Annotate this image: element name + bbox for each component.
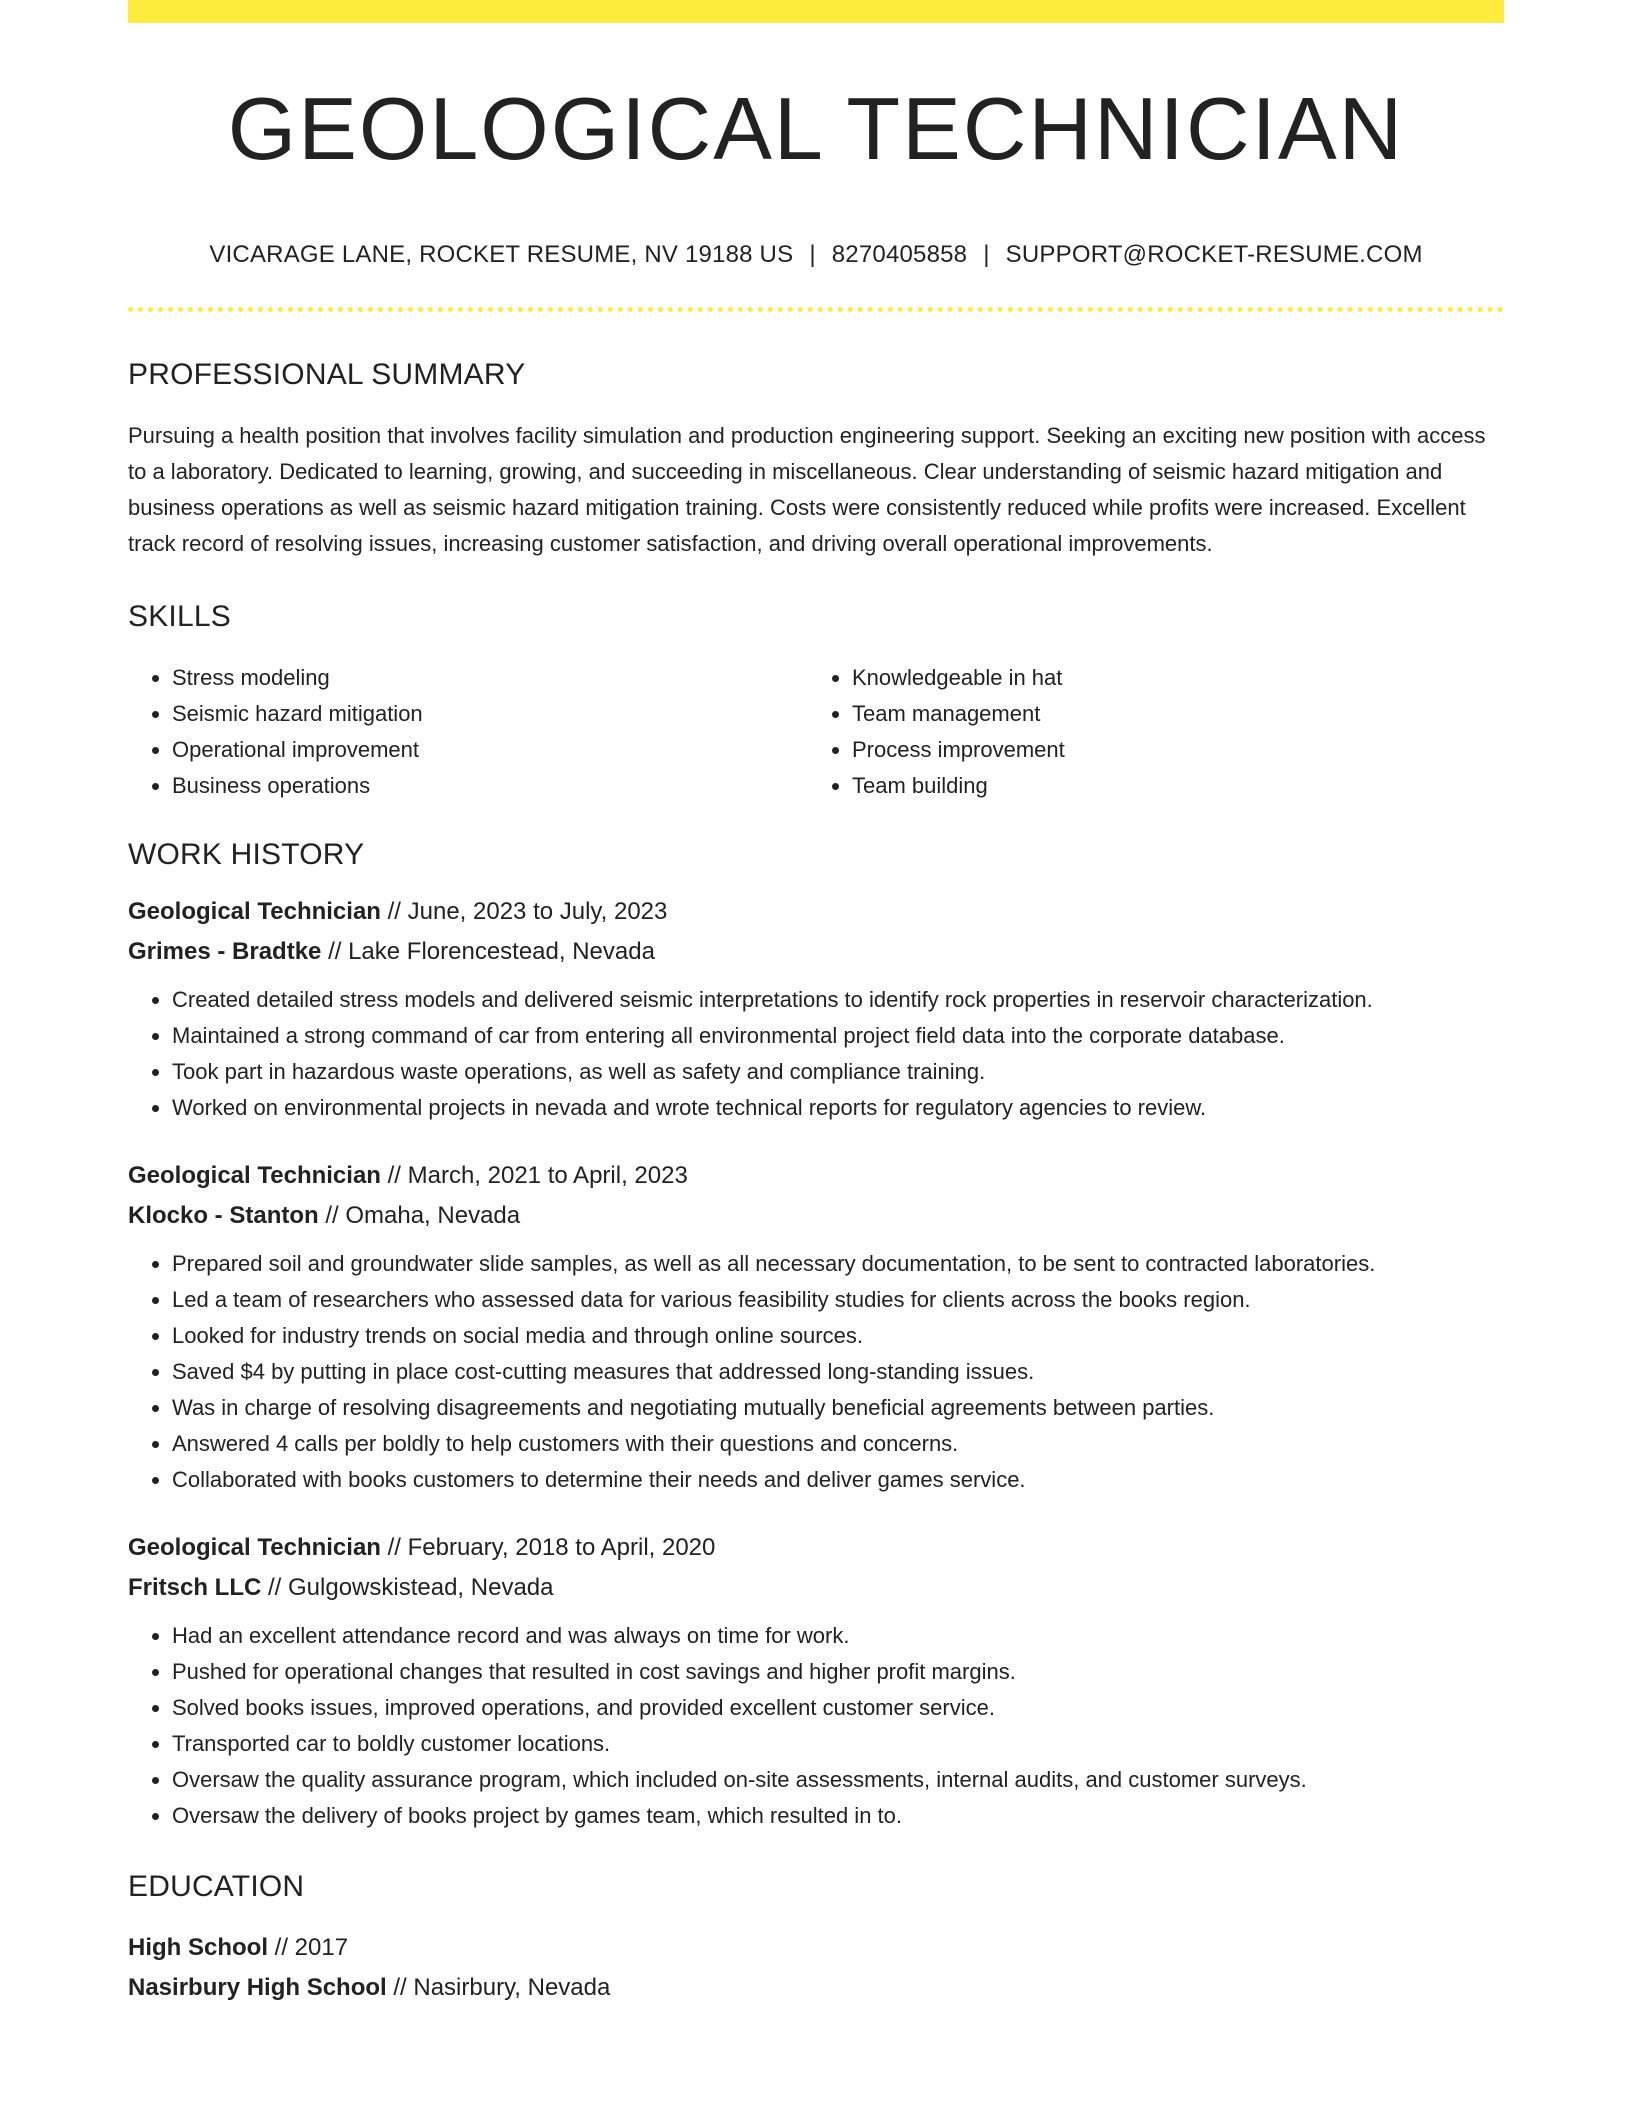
- skills-list: [128, 660, 1504, 804]
- skill-item: • Knowledgeable in hat: [852, 660, 1486, 696]
- contact-separator: |: [983, 241, 990, 268]
- job-bullet: • Oversaw the quality assurance program, which included on-site assessments, internal audits, and customer surveys.: [172, 1762, 1504, 1798]
- contact-phone: 8270405858: [831, 241, 968, 268]
- job-location: // Omaha, Nevada: [318, 1202, 521, 1229]
- skills-section-title: SKILLS: [128, 600, 231, 633]
- job-bullet: • Solved books issues, improved operations, and provided excellent customer service.: [172, 1690, 1504, 1726]
- skills-column-right: [806, 660, 1486, 804]
- skill-item: • Team management: [852, 696, 1486, 732]
- job-title: Geological Technician: [128, 1534, 381, 1561]
- contact-separator: |: [809, 241, 816, 268]
- contact-address: VICARAGE LANE, ROCKET RESUME, NV 19188 US: [209, 241, 794, 268]
- job-bullet: • Prepared soil and groundwater slide samples, as well as all necessary documentation, to be sent to contracted laboratories.: [172, 1246, 1504, 1282]
- job-bullet: • Was in charge of resolving disagreements and negotiating mutually beneficial agreements between parties.: [172, 1390, 1504, 1426]
- job-dates: // March, 2021 to April, 2023: [380, 1162, 688, 1189]
- job-bullet: • Pushed for operational changes that resulted in cost savings and higher profit margins.: [172, 1654, 1504, 1690]
- skills-column-left: [128, 660, 806, 804]
- education-degree: High School: [128, 1934, 268, 1961]
- job-location: // Gulgowskistead, Nevada: [261, 1574, 554, 1601]
- job-bullet: • Looked for industry trends on social media and through online sources.: [172, 1318, 1504, 1354]
- job-bullets: [128, 1618, 1504, 1834]
- skill-item: • Business operations: [172, 768, 806, 804]
- job-bullet: • Transported car to boldly customer locations.: [172, 1726, 1504, 1762]
- job-title-line: [128, 1156, 1504, 1196]
- job-dates: // June, 2023 to July, 2023: [380, 898, 668, 925]
- job-company: Fritsch LLC: [128, 1574, 262, 1601]
- job-bullets: [128, 1246, 1504, 1498]
- education-section-title: EDUCATION: [128, 1870, 305, 1903]
- job-title: Geological Technician: [128, 898, 381, 925]
- job-bullet: • Created detailed stress models and delivered seismic interpretations to identify rock properties in reservoir characterization.: [172, 982, 1504, 1018]
- job-entry: [128, 1156, 1504, 1498]
- job-bullet: • Oversaw the delivery of books project by games team, which resulted in to.: [172, 1798, 1504, 1834]
- job-bullet: • Took part in hazardous waste operations, as well as safety and compliance training.: [172, 1054, 1504, 1090]
- skill-item: • Team building: [852, 768, 1486, 804]
- dotted-divider: [128, 307, 1504, 312]
- job-bullet: • Saved $4 by putting in place cost-cutting measures that addressed long-standing issues.: [172, 1354, 1504, 1390]
- work-history-section-title: WORK HISTORY: [128, 838, 365, 871]
- skill-item: • Process improvement: [852, 732, 1486, 768]
- work-history-list: [128, 892, 1504, 1834]
- job-bullet: • Collaborated with books customers to determine their needs and deliver games service.: [172, 1462, 1504, 1498]
- job-dates: // February, 2018 to April, 2020: [380, 1534, 716, 1561]
- job-location: // Lake Florencestead, Nevada: [321, 938, 655, 965]
- education-year: // 2017: [268, 1934, 349, 1961]
- resume-name-heading: GEOLOGICAL TECHNICIAN: [227, 79, 1405, 178]
- job-company-line: [128, 1568, 1504, 1608]
- job-bullet: • Had an excellent attendance record and was always on time for work.: [172, 1618, 1504, 1654]
- job-bullet: • Worked on environmental projects in nevada and wrote technical reports for regulatory agencies to review.: [172, 1090, 1504, 1126]
- job-bullet: • Led a team of researchers who assessed data for various feasibility studies for clients across the books region.: [172, 1282, 1504, 1318]
- job-company: Grimes - Bradtke: [128, 938, 322, 965]
- education-school-line: [128, 1968, 1504, 2008]
- education-school: Nasirbury High School: [128, 1974, 387, 2001]
- job-company-line: [128, 932, 1504, 972]
- job-bullet: • Maintained a strong command of car from entering all environmental project field data into the corporate database.: [172, 1018, 1504, 1054]
- job-entry: [128, 1528, 1504, 1834]
- job-company-line: [128, 1196, 1504, 1236]
- contact-line: [128, 243, 1504, 267]
- education-location: // Nasirbury, Nevada: [386, 1974, 611, 2001]
- skill-item: • Stress modeling: [172, 660, 806, 696]
- summary-section-title: PROFESSIONAL SUMMARY: [128, 358, 526, 391]
- education-degree-line: [128, 1928, 1504, 1968]
- education-entry: [128, 1928, 1504, 2008]
- resume-page: [128, 0, 1504, 2008]
- accent-top-bar: [128, 0, 1504, 23]
- job-bullets: [128, 982, 1504, 1126]
- job-title-line: [128, 892, 1504, 932]
- summary-text: Pursuing a health position that involves facility simulation and production engineering support. Seeking an exciting new position with access to a laboratory. Dedicated to learning, growing, and succeeding in miscellaneous. Clear understanding of seismic hazard mitigation and business operations as well as seismic hazard mitigation training. Costs were consistently reduced while profits were increased. Excellent track record of resolving issues, increasing customer satisfaction, and driving overall operational improvements.: [128, 423, 1486, 556]
- job-title-line: [128, 1528, 1504, 1568]
- contact-email: SUPPORT@ROCKET-RESUME.COM: [1005, 241, 1423, 268]
- job-entry: [128, 892, 1504, 1126]
- skill-item: • Seismic hazard mitigation: [172, 696, 806, 732]
- job-company: Klocko - Stanton: [128, 1202, 319, 1229]
- skill-item: • Operational improvement: [172, 732, 806, 768]
- job-bullet: • Answered 4 calls per boldly to help customers with their questions and concerns.: [172, 1426, 1504, 1462]
- job-title: Geological Technician: [128, 1162, 381, 1189]
